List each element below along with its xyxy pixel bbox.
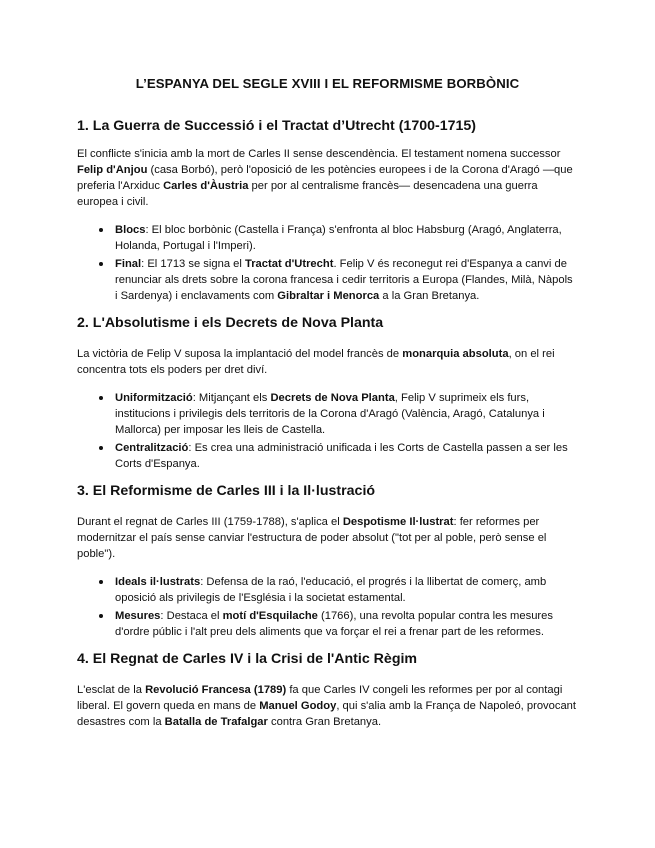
bullet-dot-icon (99, 262, 103, 266)
bullet-bold-text: Gibraltar i Menorca (277, 290, 380, 302)
paragraph-bold-text: Manuel Godoy (259, 700, 337, 712)
section-heading-2: 2. L'Absolutisme i els Decrets de Nova Planta (77, 315, 384, 331)
paragraph-bold-text: Felip d'Anjou (77, 164, 148, 176)
bullet-item (77, 390, 577, 438)
bullet-bold-text: Tractat d'Utrecht (244, 258, 334, 270)
paragraph-bold-text: Despotisme Il·lustrat (342, 516, 454, 528)
bullet-bold-text: Decrets de Nova Planta (270, 392, 395, 404)
bullet-text: : El 1713 se signa el (141, 258, 245, 270)
bullet-bold-text: Centralització (115, 442, 189, 454)
paragraph-text: (casa Borbó), però l'oposició de les potències europees i de la Corona d'Aragó —que preferia l'Arxiduc (77, 164, 573, 192)
paragraph-bold-text: Revolució Francesa (1789) (145, 684, 287, 696)
bullet-text: a la Gran Bretanya. (379, 290, 480, 302)
paragraph-text: L'esclat de la (77, 684, 146, 696)
bullet-text: : Es crea una administració unificada i les Corts de Castella passen a ser les Corts d'Espanya. (115, 442, 568, 470)
bullet-item (77, 574, 577, 606)
bullet-dot-icon (99, 614, 103, 618)
paragraph-text: per por al centralisme francès— desencadena una guerra europea i civil. (77, 180, 538, 208)
paragraph-text: : fer reformes per modernitzar el país sense canviar l'estructura de poder absolut ("tot per al poble, però sense el poble"). (77, 516, 547, 560)
bullet-dot-icon (99, 396, 103, 400)
bullet-bold-text: motí d'Esquilache (222, 610, 318, 622)
paragraph-text: contra Gran Bretanya. (267, 716, 382, 728)
section-2-paragraph (77, 346, 577, 378)
bullet-bold-text: Blocs (115, 224, 146, 236)
bullet-text: : El bloc borbònic (Castella i França) s'enfronta al bloc Habsburg (Aragó, Anglaterra, Holanda, Portugal i l'Imperi). (115, 224, 562, 252)
section-heading-3: 3. El Reformisme de Carles III i la Il·lustració (77, 483, 376, 499)
section-3-bullet-list (77, 574, 577, 642)
bullet-bold-text: Ideals il·lustrats (115, 576, 201, 588)
paragraph-bold-text: Batalla de Trafalgar (164, 716, 268, 728)
bullet-text: , Felip V suprimeix els furs, institucions i privilegis dels territoris de la Corona d'Aragó (València, Aragó, Catalunya i Mallorca) per imposar les lleis de Castella. (115, 392, 545, 436)
bullet-dot-icon (99, 228, 103, 232)
section-2-bullet-list (77, 390, 577, 474)
section-4-paragraph (77, 682, 577, 730)
document-title: L’ESPANYA DEL SEGLE XVIII I EL REFORMISME BORBÒNIC (135, 76, 520, 91)
section-1-bullet-list (77, 222, 577, 306)
paragraph-text: , on el rei concentra tots els poders per dret diví. (77, 348, 555, 376)
paragraph-text: La victòria de Felip V suposa la implantació del model francès de (77, 348, 403, 360)
paragraph-text: , qui s'alia amb la França de Napoleó, provocant desastres com la (77, 700, 577, 728)
bullet-item (77, 608, 577, 640)
bullet-text: (1766), una revolta popular contra les mesures d'ordre públic i l'alt preu dels aliments que va forçar el rei a frenar part de les reformes. (115, 610, 553, 638)
paragraph-text: fa que Carles IV congeli les reformes per por al contagi liberal. El govern queda en mans de (77, 684, 563, 712)
bullet-text: : Mitjançant els (192, 392, 271, 404)
bullet-bold-text: Uniformització (115, 392, 193, 404)
bullet-item (77, 440, 577, 472)
bullet-text: . Felip V és reconegut rei d'Espanya a canvi de renunciar als drets sobre la corona francesa i cedir territoris a Europa (Flandes, Milà, Nàpols i Sardenya) i enclavaments com (115, 258, 573, 302)
paragraph-bold-text: monarquia absoluta (402, 348, 509, 360)
bullet-text: : Defensa de la raó, l'educació, el progrés i la llibertat de comerç, amb oposició als privilegis de l'Església i la societat estamental. (115, 576, 547, 604)
bullet-item (77, 256, 577, 304)
bullet-dot-icon (99, 580, 103, 584)
paragraph-text: El conflicte s'inicia amb la mort de Carles II sense descendència. El testament nomena successor (77, 148, 561, 160)
bullet-item (77, 222, 577, 254)
paragraph-bold-text: Carles d'Àustria (163, 180, 249, 192)
section-heading-4: 4. El Regnat de Carles IV i la Crisi de l'Antic Règim (77, 651, 418, 667)
section-1-paragraph (77, 146, 577, 210)
section-3-paragraph (77, 514, 577, 562)
bullet-bold-text: Mesures (115, 610, 161, 622)
section-heading-1: 1. La Guerra de Successió i el Tractat d’Utrecht (1700-1715) (77, 118, 477, 134)
bullet-dot-icon (99, 446, 103, 450)
paragraph-text: Durant el regnat de Carles III (1759-1788), s'aplica el (77, 516, 343, 528)
bullet-bold-text: Final (115, 258, 142, 270)
bullet-text: : Destaca el (160, 610, 223, 622)
